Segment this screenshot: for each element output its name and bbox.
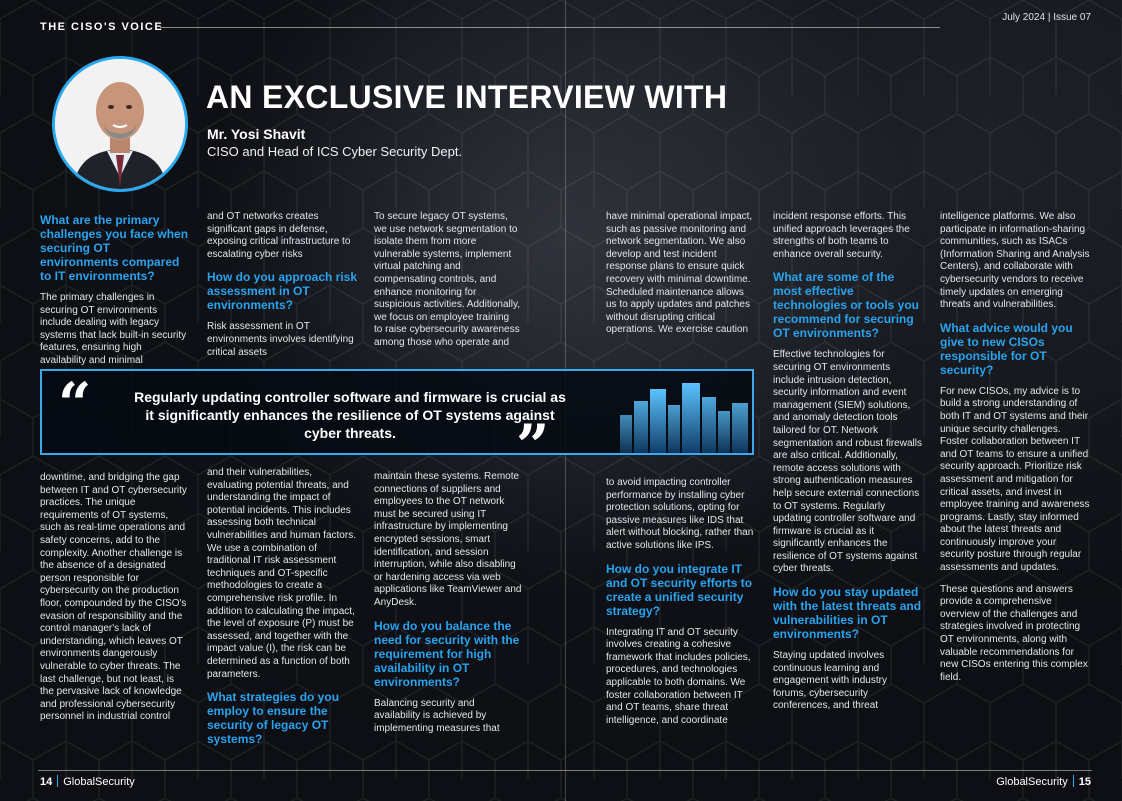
answer-text: Staying updated involves continuous learning and engagement with industry forums, cybersecurity conferences, and threat	[773, 650, 887, 712]
interviewee-name: Mr. Yosi Shavit	[207, 126, 306, 142]
answer-text: Effective technologies for securing OT environments include intrusion detection, security information and event management (SIEM) solutions, and anomaly detection tools tailored for OT. Network segmentation and robust firewalls are also critical. Additionally, remote access solutions with strong authentication measures help secure external connections to OT systems. Regularly updating controller software and firmware is crucial as it significantly enhances the resilience of OT systems against cyber threats.	[773, 349, 922, 575]
question-heading: What advice would you give to new CISOs responsible for OT security?	[940, 320, 1073, 377]
answer-text: For new CISOs, my advice is to build a strong understanding of both IT and OT systems and their unique security challenges. Foster collaboration between IT and OT teams to ensure a unified security approach. Prioritize risk assessment and mitigation for critical assets, and invest in employee training and awareness programs. Lastly, stay informed about the latest threats and continuously improve your security posture through regular assessments and updates.	[940, 385, 1090, 574]
page-number-left: 14	[40, 776, 53, 788]
question-heading: What are the primary challenges you face when securing OT environments compared to IT environments?	[40, 213, 189, 283]
column-4-bottom	[606, 477, 756, 736]
column-1-top	[40, 211, 190, 377]
question-heading: How do you stay updated with the latest threats and vulnerabilities in OT environments?	[773, 585, 922, 642]
header-rule	[160, 27, 940, 28]
footer-rule	[38, 770, 1092, 771]
column-3-top	[374, 211, 520, 359]
question-heading: What are some of the most effective technologies or tools you recommend for securing OT environments?	[773, 270, 920, 341]
answer-text: To secure legacy OT systems, we use network segmentation to isolate them from more vulnerable systems, implement virtual patching and compensating controls, and enhance monitoring for suspicious activities. Additionally, we focus on employee training to raise cybersecurity awareness among those who operate and	[374, 211, 520, 348]
answer-text: incident response efforts. This unified approach leverages the strengths of both teams to enhance overall security.	[773, 211, 910, 260]
question-heading: What strategies do you employ to ensure the security of legacy OT systems?	[207, 690, 340, 747]
answer-text: have minimal operational impact, such as passive monitoring and network segmentation. We also develop and test incident response plans to ensure quick recovery with minimal downtime. Scheduled maintenance allows us to apply updates and patches without disrupting critical operations. We exercise caution	[606, 211, 753, 336]
city-skyline-icon	[614, 375, 754, 455]
open-quote-icon: “	[58, 370, 92, 438]
close-quote-icon: ”	[516, 412, 550, 455]
column-6	[940, 211, 1090, 693]
question-heading: How do you approach risk assessment in OT environments?	[207, 270, 358, 313]
answer-text: downtime, and bridging the gap between IT and OT cybersecurity practices. The unique requirements of OT systems, such as real-time operations and safety concerns, add to the complexity. Another challenge is the absence of a designated person responsible for cybersecurity on the production floor, compounded by the CISO's evasion of responsibility and the control manager's lack of understanding, which leaves OT environments dangerously vulnerable to cyber threats. The last challenge, but not least, is the pervasive lack of knowledge and professional cybersecurity personnel in industrial control	[40, 472, 187, 723]
pull-quote-box	[40, 369, 754, 455]
question-heading: How do you balance the need for security with the requirement for high availability in OT environments?	[374, 618, 520, 689]
answer-text: and their vulnerabilities, evaluating potential threats, and understanding the impact of potential incidents. This includes assessing both technical vulnerabilities and human factors. We use a combination of traditional IT risk assessment techniques and OT-specific methodologies to create a comprehensive risk profile. In addition to calculating the impact, the level of exposure (P) must be assessed, and together with the impact value (I), the risk can be determined as a function of both parameters.	[207, 467, 356, 680]
answer-text: The primary challenges in securing OT environments include dealing with legacy systems that lack built-in security features, ensuring high availability and minimal	[40, 292, 187, 366]
answer-text: Balancing security and availability is achieved by implementing measures that	[374, 697, 500, 734]
column-1-bottom	[40, 472, 190, 733]
column-2-top	[207, 211, 359, 368]
footer-right	[996, 775, 1091, 788]
footer-left	[40, 775, 135, 788]
page-number-right: 15	[1078, 776, 1091, 788]
answer-text: These questions and answers provide a comprehensive overview of the challenges and strategies involved in protecting OT environments, along with valuable recommendations for new CISOs entering this complex field.	[940, 583, 1088, 683]
column-5	[773, 211, 923, 722]
question-heading: How do you integrate IT and OT security efforts to create a unified security strategy?	[606, 561, 753, 618]
footer-divider	[57, 775, 58, 787]
column-4-top	[606, 211, 756, 346]
interviewee-role: CISO and Head of ICS Cyber Security Dept.	[207, 144, 463, 159]
pull-quote-text: Regularly updating controller software and firmware is crucial as it significantly enhances the resilience of OT systems against cyber threats.	[134, 389, 566, 441]
section-kicker: THE CISO'S VOICE	[40, 21, 164, 33]
answer-text: maintain these systems. Remote connections of suppliers and employees to the OT network must be secured using IT infrastructure by implementing encrypted sessions, smart identification, and session interruption, while also disabling or hardening access via web applications like TeamViewer and AnyDesk.	[374, 471, 522, 608]
answer-text: and OT networks creates significant gaps in defense, exposing critical infrastructure to escalating cyber risks	[207, 211, 351, 260]
issue-date: July 2024 | Issue 07	[1002, 12, 1091, 23]
portrait-icon	[55, 59, 185, 189]
answer-text: intelligence platforms. We also participate in information-sharing communities, such as ISACs (Information Sharing and Analysis Centers), and collaborate with cybersecurity vendors to receive timely updates on emerging threats and vulnerabilities.	[940, 211, 1090, 311]
footer-divider	[1073, 775, 1074, 787]
column-2-bottom	[207, 467, 359, 755]
answer-text: Risk assessment in OT environments involves identifying critical assets	[207, 321, 354, 358]
answer-text: Integrating IT and OT security involves creating a cohesive framework that includes policies, procedures, and technologies applicable to both domains. We foster collaboration between IT and OT teams, share threat intelligence, and coordinate	[606, 626, 751, 726]
column-3-bottom	[374, 471, 522, 744]
publication-name-left: GlobalSecurity	[63, 776, 135, 788]
answer-text: to avoid impacting controller performance by installing cyber protection solutions, opting for passive measures like IDS that alert without blocking, rather than active solutions like IPS.	[606, 477, 754, 551]
interviewee-portrait	[52, 56, 188, 192]
headline: AN EXCLUSIVE INTERVIEW WITH	[206, 79, 728, 115]
publication-name-right: GlobalSecurity	[996, 776, 1068, 788]
